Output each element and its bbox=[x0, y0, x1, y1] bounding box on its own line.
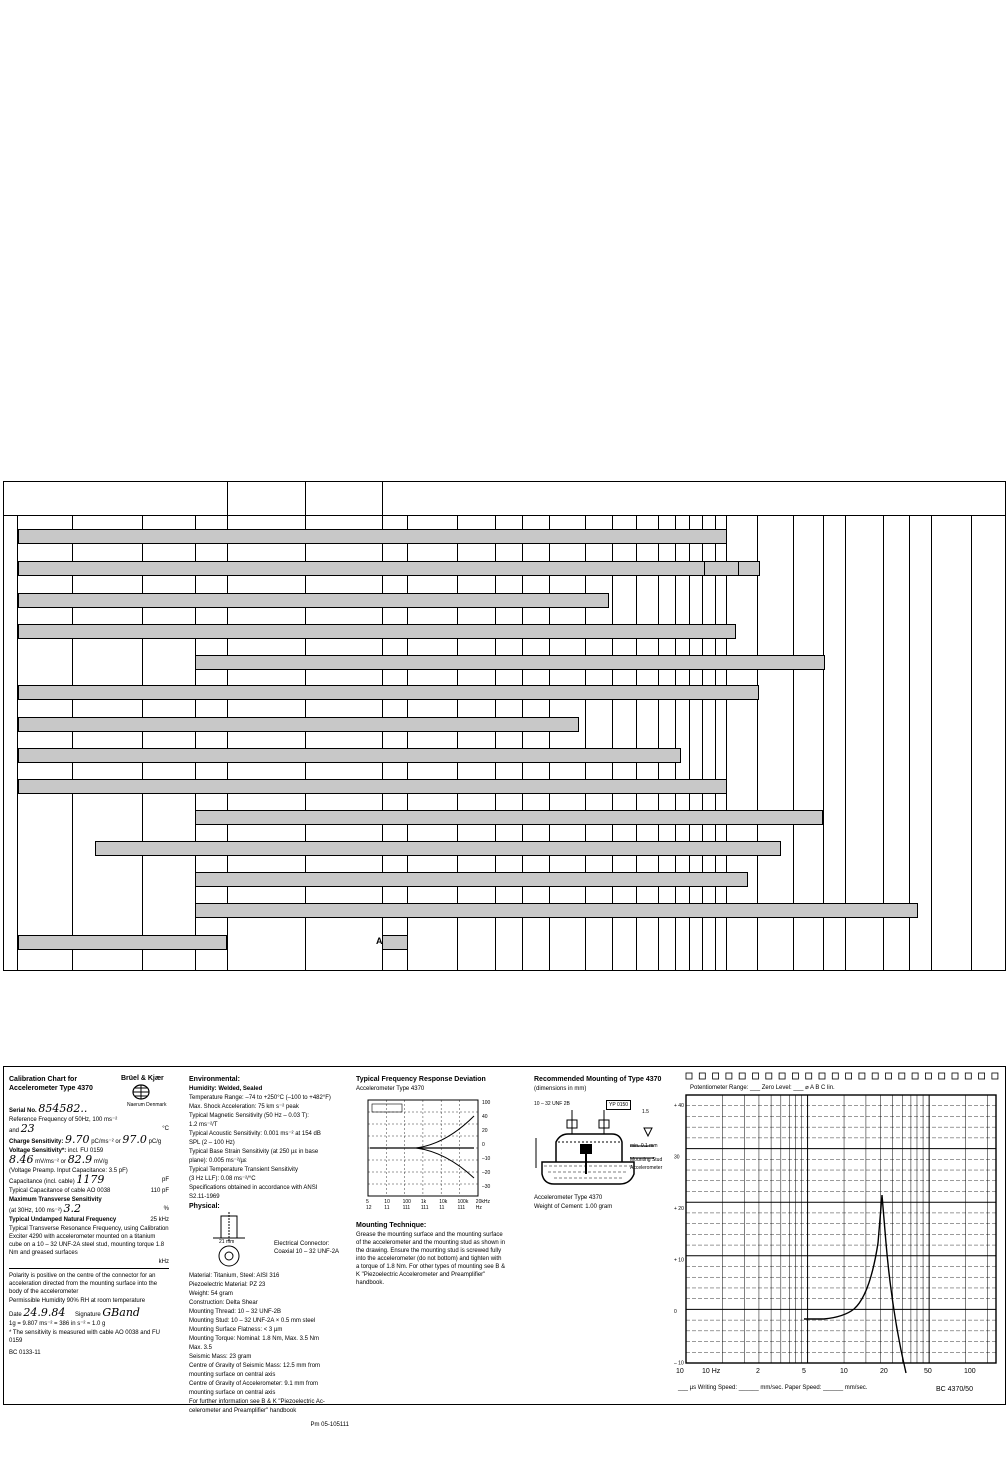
sprocket-hole bbox=[912, 1073, 918, 1079]
serial-value: 854582.. bbox=[38, 1102, 88, 1115]
gravity-2: mounting surface on central axis bbox=[189, 1372, 276, 1378]
voltage-incl: incl. FU 0159 bbox=[67, 1148, 104, 1154]
y-tick-label: + 40 bbox=[674, 1103, 684, 1109]
signature-label: Signature bbox=[75, 1312, 101, 1318]
x-tick-label: 10 bbox=[676, 1368, 684, 1375]
env-line-5: Typical Acoustic Sensitivity: 0.001 ms⁻² at 154 dB bbox=[189, 1131, 321, 1137]
trans-label: Maximum Transverse Sensitivity bbox=[9, 1197, 102, 1203]
sprocket-hole bbox=[925, 1073, 931, 1079]
x-tick-label: 10 Hz bbox=[702, 1368, 721, 1375]
res-label: Typical Undamped Natural Frequency bbox=[9, 1217, 117, 1223]
material: Material: Titanium, Steel: AISI 316 bbox=[189, 1273, 280, 1279]
ref-temp-unit: °C bbox=[162, 1126, 169, 1132]
weight: Weight: 54 gram bbox=[189, 1291, 233, 1297]
sprocket-hole bbox=[766, 1073, 772, 1079]
charge-value-1: 9.70 bbox=[65, 1133, 90, 1146]
range-bar bbox=[195, 810, 823, 825]
mount-stud: Mounting Stud: 10 – 32 UNF-2A × 0.5 mm steel bbox=[189, 1318, 316, 1324]
grid-line bbox=[971, 515, 972, 971]
sprocket-hole bbox=[753, 1073, 759, 1079]
accelerometer-note: Accelerometer Type 4370 bbox=[534, 1195, 603, 1201]
stud-label: 10 – 32 UNF 2B bbox=[534, 1101, 570, 1107]
cap-label: Capacitance (incl. cable) bbox=[9, 1179, 75, 1185]
voltage-label: Voltage Sensitivity*: bbox=[9, 1148, 67, 1154]
env-line-10: (3 Hz LLF): 0.08 ms⁻²/°C bbox=[189, 1176, 256, 1182]
sprocket-hole bbox=[939, 1073, 945, 1079]
x-tick-label: 111 bbox=[420, 1205, 429, 1211]
y-tick-label: 0 bbox=[482, 1142, 485, 1148]
gravity-1: Centre of Gravity of Seismic Mass: 12.5 mm from bbox=[189, 1363, 321, 1369]
y-tick-label: 40 bbox=[482, 1114, 488, 1120]
x-tick-label: 100 bbox=[964, 1368, 976, 1375]
range-bar bbox=[18, 779, 727, 794]
form-number: BC 0133-11 bbox=[9, 1350, 41, 1356]
further-2: celerometer and Preamplifier" handbook bbox=[189, 1408, 297, 1414]
ref-temp-value: 23 bbox=[20, 1122, 35, 1135]
env-line-4: 1.2 ms⁻²/T bbox=[189, 1122, 218, 1128]
res-value: 25 kHz bbox=[150, 1217, 169, 1223]
date-label: Date bbox=[9, 1312, 22, 1318]
sprocket-hole bbox=[952, 1073, 958, 1079]
range-bar bbox=[18, 935, 227, 950]
range-bar bbox=[18, 561, 760, 576]
sprocket-hole bbox=[832, 1073, 838, 1079]
env-line-3: Typical Magnetic Sensitivity (50 Hz – 0.03 T): bbox=[189, 1113, 309, 1119]
x-tick-label: 20kHz bbox=[475, 1199, 490, 1205]
charge-unit-1: pC/ms⁻² or bbox=[91, 1139, 121, 1145]
freq-response-title: Typical Frequency Response Deviation bbox=[356, 1076, 486, 1083]
mount-thread: Mounting Thread: 10 – 32 UNF-2B bbox=[189, 1309, 281, 1315]
mount-stud-label: Mounting Stud bbox=[630, 1157, 663, 1163]
env-h1: Humidity: Welded, Sealed bbox=[189, 1086, 263, 1092]
row-marker: A bbox=[376, 936, 383, 946]
calibration-column-5 bbox=[674, 1073, 1004, 1403]
elec-value: Coaxial 10 – 32 UNF-2A bbox=[274, 1249, 340, 1255]
y-tick-label: 100 bbox=[482, 1100, 491, 1106]
x-tick-label: 11 bbox=[384, 1205, 390, 1211]
construction: Construction: Delta Shear bbox=[189, 1300, 258, 1306]
voltage-value-2: 82.9 bbox=[67, 1153, 93, 1166]
accelerometer-label: Accelerometer bbox=[630, 1165, 663, 1171]
gravity-3: Centre of Gravity of Accelerometer: 9.1 mm from bbox=[189, 1381, 319, 1387]
brand-sub: Naerum Denmark bbox=[127, 1102, 167, 1108]
sprocket-hole bbox=[739, 1073, 745, 1079]
x-tick-label: 111 bbox=[457, 1205, 466, 1211]
range-bar bbox=[382, 935, 408, 950]
mounting-technique-title: Mounting Technique: bbox=[356, 1222, 427, 1229]
brand-name: Brüel & Kjær bbox=[121, 1075, 164, 1082]
sprocket-hole bbox=[886, 1073, 892, 1079]
range-chart bbox=[3, 481, 1006, 971]
range-bar bbox=[195, 903, 918, 918]
charge-unit-2: pC/g bbox=[148, 1139, 162, 1145]
y-tick-label: –20 bbox=[482, 1170, 491, 1176]
bar-segment-divider bbox=[704, 561, 705, 576]
voltage-unit-2: mV/g bbox=[93, 1159, 108, 1165]
lower-tolerance-curve bbox=[370, 1148, 474, 1178]
voltage-unit-1: mV/ms⁻² or bbox=[35, 1159, 67, 1165]
mount-torque: Mounting Torque: Nominal: 1.8 Nm, Max. 3.5 Nm bbox=[189, 1336, 319, 1342]
typ-cap-label: Typical Capacitance of cable AO 0038 bbox=[9, 1188, 111, 1194]
frequency-response-plot bbox=[356, 1096, 504, 1214]
sprocket-hole bbox=[686, 1073, 692, 1079]
recorder-footer: ___ µs Writing Speed: ______ mm/sec. Paper Speed: ______ mm/sec. bbox=[678, 1385, 868, 1391]
charge-value-2: 97.0 bbox=[122, 1133, 147, 1146]
voltage-note: (Voltage Preamp. Input Capacitance: 3.5 pF) bbox=[9, 1168, 128, 1174]
range-bar bbox=[195, 655, 825, 670]
torque-label: min. 0.1 mm bbox=[630, 1143, 658, 1149]
sprocket-hole bbox=[806, 1073, 812, 1079]
sprocket-hole bbox=[713, 1073, 719, 1079]
env-line-11: Specifications obtained in accordance with ANSI bbox=[189, 1185, 318, 1191]
brand-logo-icon bbox=[130, 1084, 152, 1100]
sprocket-hole bbox=[846, 1073, 852, 1079]
mounting-title: Recommended Mounting of Type 4370 bbox=[534, 1076, 662, 1083]
x-tick-label: 10 bbox=[384, 1199, 390, 1205]
cap-unit: pF bbox=[161, 1177, 169, 1183]
recorder-chart bbox=[674, 1073, 1004, 1399]
voltage-value-1: 8.46 bbox=[9, 1153, 34, 1166]
cap-value: 1179 bbox=[76, 1173, 105, 1186]
x-tick-label: 50 bbox=[924, 1368, 932, 1375]
polarity-note: Polarity is positive on the centre of the connector for an acceleration directed from the mounting surface into the body of the accelerometer bbox=[9, 1273, 158, 1295]
serial-label: Serial No. bbox=[9, 1108, 37, 1114]
resonance-curve bbox=[804, 1195, 906, 1373]
sprocket-hole bbox=[726, 1073, 732, 1079]
x-tick-label: 10k bbox=[439, 1199, 448, 1205]
y-tick-label: –10 bbox=[482, 1156, 491, 1162]
x-tick-label: 10 bbox=[840, 1368, 848, 1375]
x-tick-label: 100 bbox=[402, 1199, 411, 1205]
grid-line bbox=[72, 515, 73, 971]
typ-cap-unit: 110 pF bbox=[150, 1188, 169, 1194]
sprocket-hole bbox=[992, 1073, 998, 1079]
range-bar bbox=[18, 529, 727, 544]
range-bar bbox=[18, 593, 609, 608]
recorder-grid-frame bbox=[686, 1095, 996, 1363]
gravity-4: mounting surface on central axis bbox=[189, 1390, 276, 1396]
x-tick-label: 2 bbox=[756, 1368, 760, 1375]
range-bar bbox=[18, 685, 759, 700]
y-tick-label: 30 bbox=[674, 1154, 680, 1161]
temp-note: Permissible Humidity 90% RH at room temperature bbox=[9, 1298, 146, 1304]
cal-title: Calibration Chart for bbox=[9, 1076, 78, 1083]
recorder-form-number: BC 4370/50 bbox=[936, 1386, 973, 1393]
range-bar bbox=[18, 717, 579, 732]
elec-label: Electrical Connector: bbox=[274, 1241, 330, 1247]
env-line-12: S2.11-1969 bbox=[189, 1194, 220, 1200]
date-value: 24.9.84 bbox=[23, 1306, 66, 1319]
range-bar bbox=[195, 872, 748, 887]
calibration-column-1 bbox=[9, 1075, 169, 1358]
further-1: For further information see B & K "Piezoelectric Ac- bbox=[189, 1399, 325, 1405]
calibration-chart bbox=[3, 1066, 1006, 1428]
sprocket-hole bbox=[899, 1073, 905, 1079]
env-line-8: plane): 0.005 ms⁻²/µε bbox=[189, 1158, 247, 1164]
legend-box bbox=[372, 1104, 402, 1112]
dim-label: 21 mm bbox=[219, 1239, 235, 1245]
mounting-technique-text: Grease the mounting surface and the mounting surface of the accelerometer and the mounting stud as shown in the drawing. Ensure the mounting stud is screwed fully into the accelerometer (do not bottom) and tighten with a torque of 1.8 Nm. For other types of mounting see B & K "Piezoelectric Accelerometer and Preamplifier" handbook. bbox=[356, 1232, 506, 1286]
range-bar bbox=[95, 841, 781, 856]
x-tick-label: 1k bbox=[420, 1199, 427, 1205]
signature-value: GBand bbox=[102, 1306, 140, 1319]
x-tick-label: 12 bbox=[366, 1205, 372, 1211]
x-tick-label: 11 bbox=[439, 1205, 445, 1211]
res-note: Typical Transverse Resonance Frequency, using Calibration Exciter 4290 with accelerometer mounted on a titanium cube on a 10 – 32 UNF-2A steel stud, mounting torque 1.8 Nm and greased surfaces bbox=[9, 1226, 169, 1256]
calibration-column-2 bbox=[189, 1075, 349, 1430]
phys-title: Physical: bbox=[189, 1203, 220, 1210]
sprocket-hole bbox=[779, 1073, 785, 1079]
calibration-column-4 bbox=[534, 1075, 664, 1212]
sprocket-hole bbox=[872, 1073, 878, 1079]
res-value-2: kHz bbox=[158, 1259, 169, 1265]
mount-torque-max: Max. 3.5 bbox=[189, 1345, 213, 1351]
cement-weight-note: Weight of Cement: 1.00 gram bbox=[534, 1204, 613, 1210]
mount-flatness: Mounting Surface Flatness: < 3 µm bbox=[189, 1327, 283, 1333]
insulation-label: 1.5 bbox=[642, 1109, 649, 1115]
form-number-2: Pm 05-105111 bbox=[310, 1422, 349, 1428]
sprocket-hole bbox=[819, 1073, 825, 1079]
x-tick-label: 111 bbox=[402, 1205, 411, 1211]
y-tick-label: 0 bbox=[674, 1309, 677, 1316]
x-tick-label: 100k bbox=[457, 1199, 469, 1205]
bar-segment-divider bbox=[738, 561, 739, 576]
env-title: Environmental: bbox=[189, 1076, 240, 1083]
range-chart-header-divider bbox=[3, 515, 1006, 516]
conv-note: 1g = 9.807 ms⁻² = 386 in s⁻² ≈ 1.0 g bbox=[9, 1321, 106, 1327]
y-tick-label: + 10 bbox=[674, 1257, 684, 1264]
x-tick-label: Hz bbox=[475, 1205, 482, 1211]
grid-line bbox=[142, 515, 143, 971]
x-tick-label: 5 bbox=[802, 1368, 806, 1375]
y-tick-label: –30 bbox=[482, 1184, 491, 1190]
sprocket-hole bbox=[979, 1073, 985, 1079]
footnote: * The sensitivity is measured with cable AO 0038 and FU 0159 bbox=[9, 1330, 160, 1344]
y-tick-label: + 20 bbox=[674, 1206, 684, 1213]
recorder-header: Potentiometer Range: ___ Zero Level: ___ ⌀ A B C lin. bbox=[690, 1085, 835, 1091]
trans-unit: % bbox=[163, 1206, 169, 1212]
trans-value: 3.2 bbox=[63, 1202, 82, 1215]
piezo-material: Piezoelectric Material: PZ 23 bbox=[189, 1282, 266, 1288]
env-line-2: Max. Shock Acceleration: 75 km s⁻² peak bbox=[189, 1104, 299, 1110]
sprocket-hole bbox=[699, 1073, 705, 1079]
sprocket-hole bbox=[792, 1073, 798, 1079]
ref-temp-label: and bbox=[9, 1128, 20, 1134]
y-tick-label: – 10 bbox=[674, 1360, 684, 1367]
calibration-column-3 bbox=[356, 1075, 506, 1288]
env-line-1: Temperature Range: –74 to +250°C (–100 to +482°F) bbox=[189, 1095, 331, 1101]
trans-sub: (at 30Hz, 100 ms⁻²) bbox=[9, 1208, 62, 1214]
range-bar bbox=[18, 624, 736, 639]
seismic-mass: Seismic Mass: 23 gram bbox=[189, 1354, 252, 1360]
washer-label: YP 0150 bbox=[606, 1100, 631, 1110]
grid-line bbox=[17, 515, 18, 971]
env-line-9: Typical Temperature Transient Sensitivity bbox=[189, 1167, 298, 1173]
charge-label: Charge Sensitivity: bbox=[9, 1139, 64, 1145]
sprocket-hole bbox=[859, 1073, 865, 1079]
y-tick-label: 20 bbox=[482, 1128, 488, 1134]
cal-subtitle: Accelerometer Type 4370 bbox=[9, 1085, 93, 1092]
range-bar bbox=[18, 748, 681, 763]
upper-tolerance-curve bbox=[370, 1116, 474, 1148]
sprocket-hole bbox=[965, 1073, 971, 1079]
x-tick-label: 5 bbox=[366, 1199, 369, 1205]
env-line-6: SPL (2 – 100 Hz) bbox=[189, 1140, 235, 1146]
x-tick-label: 20 bbox=[880, 1368, 888, 1375]
freq-response-subtitle: Accelerometer Type 4370 bbox=[356, 1086, 425, 1092]
env-line-7: Typical Base Strain Sensitivity (at 250 µε in base bbox=[189, 1149, 319, 1155]
divider bbox=[9, 1268, 169, 1269]
grid-line bbox=[931, 515, 932, 971]
mounting-subtitle: (dimensions in mm) bbox=[534, 1086, 587, 1092]
ref-freq: Reference Frequency of 50Hz, 100 ms⁻² bbox=[9, 1117, 118, 1123]
